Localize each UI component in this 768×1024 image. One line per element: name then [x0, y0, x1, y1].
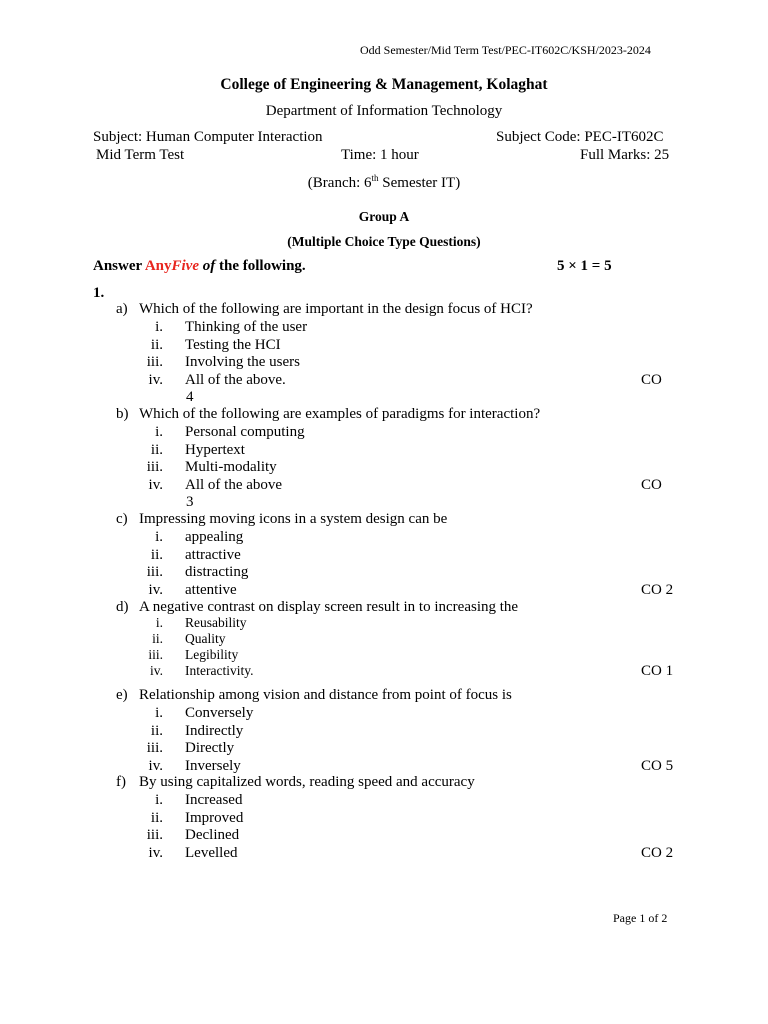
option-row: [0, 740, 768, 758]
question-text: Impressing moving icons in a system design can be: [139, 511, 448, 527]
question-number: 1.: [93, 285, 105, 301]
option-row: [0, 354, 768, 372]
question-text: Which of the following are important in the design focus of HCI?: [139, 301, 533, 317]
option-text: Personal computing: [185, 424, 305, 440]
option-number: ii.: [150, 722, 163, 739]
option-text: appealing: [185, 529, 244, 545]
question-letter: d): [116, 599, 129, 615]
option-row: [0, 758, 768, 776]
option-number: i.: [155, 319, 163, 335]
instruction-any: Any: [144, 258, 172, 274]
test-name: Mid Term Test: [96, 147, 185, 163]
option-text: Improved: [185, 809, 244, 826]
option-row: [0, 424, 768, 442]
question-letter: a): [116, 301, 128, 317]
option-text: All of the above: [185, 476, 283, 493]
option-row: [0, 792, 768, 810]
option-row: [0, 459, 768, 477]
branch-superscript: th: [371, 173, 379, 183]
instruction-of: of: [199, 258, 216, 274]
option-text: Legibility: [185, 647, 239, 662]
option-row: [0, 827, 768, 845]
option-text: Indirectly: [185, 722, 244, 739]
option-text: distracting: [185, 564, 249, 580]
subject-code: Subject Code: PEC-IT602C: [496, 129, 664, 145]
group-title: Group A: [358, 209, 410, 224]
question-text: By using capitalized words, reading speed and accuracy: [139, 774, 475, 790]
option-text: Reusability: [185, 615, 247, 630]
question-letter: f): [116, 774, 126, 790]
option-text: attractive: [185, 546, 241, 563]
option-text: All of the above.: [185, 371, 286, 388]
option-row: [0, 663, 768, 681]
college-name: College of Engineering & Management, Kolaghat: [220, 76, 548, 93]
option-row: [0, 723, 768, 741]
course-outcome: CO 2: [641, 844, 674, 861]
instruction-five: Five: [171, 258, 199, 274]
option-number: iv.: [150, 663, 163, 678]
marks-distribution: 5 × 1 = 5: [557, 258, 612, 274]
branch-line: [0, 173, 768, 192]
option-text: Thinking of the user: [185, 319, 308, 335]
option-row: [0, 547, 768, 565]
option-row: [0, 337, 768, 355]
option-row: [0, 810, 768, 828]
option-row: [0, 319, 768, 337]
instruction-post: the following.: [215, 258, 306, 274]
option-text: Testing the HCI: [185, 336, 281, 353]
option-number: ii.: [150, 546, 163, 563]
course-outcome: CO 5: [641, 757, 674, 774]
course-outcome-wrap: 4: [186, 388, 194, 405]
branch-prefix: (Branch: 6: [307, 175, 372, 191]
option-number: iv.: [148, 371, 163, 388]
option-text: Interactivity.: [185, 663, 254, 678]
group-subtitle: (Multiple Choice Type Questions): [287, 234, 481, 249]
option-number: iii.: [146, 354, 163, 370]
course-outcome: CO: [641, 371, 662, 388]
instruction: [93, 258, 306, 275]
option-number: iv.: [148, 844, 163, 861]
option-row: [0, 529, 768, 547]
course-outcome: CO: [641, 476, 662, 493]
option-number: ii.: [152, 631, 163, 646]
option-number: iii.: [146, 564, 163, 580]
option-number: ii.: [150, 441, 163, 458]
option-number: i.: [155, 424, 163, 440]
option-number: iii.: [148, 647, 163, 662]
option-row: [0, 442, 768, 460]
course-outcome: CO 2: [641, 581, 674, 598]
option-number: iv.: [148, 476, 163, 493]
option-row: [0, 564, 768, 582]
option-text: Multi-modality: [185, 459, 277, 475]
option-row: [0, 582, 768, 600]
option-number: i.: [155, 615, 163, 630]
course-outcome: CO 1: [641, 663, 674, 679]
time-allowed: Time: 1 hour: [341, 147, 419, 163]
option-number: i.: [155, 705, 163, 721]
option-text: Inversely: [185, 757, 241, 774]
page-footer: Page 1 of 2: [613, 911, 668, 925]
option-number: i.: [155, 529, 163, 545]
option-text: Declined: [185, 827, 240, 843]
question-text: Which of the following are examples of paradigms for interaction?: [139, 406, 541, 422]
department-name: Department of Information Technology: [265, 103, 503, 119]
option-number: iv.: [148, 581, 163, 598]
header-reference: Odd Semester/Mid Term Test/PEC-IT602C/KSH/2023-2024: [360, 43, 651, 57]
option-text: Levelled: [185, 844, 238, 861]
option-number: ii.: [150, 336, 163, 353]
option-row: [0, 705, 768, 723]
option-number: iv.: [148, 757, 163, 774]
option-number: iii.: [146, 740, 163, 756]
instruction-pre: Answer: [93, 258, 145, 274]
option-text: Hypertext: [185, 441, 245, 458]
question-text: Relationship among vision and distance from point of focus is: [139, 687, 512, 703]
course-outcome-wrap: 3: [186, 493, 194, 510]
option-row: [0, 371, 768, 405]
option-row: [0, 845, 768, 863]
full-marks: Full Marks: 25: [580, 147, 670, 163]
option-text: Directly: [185, 740, 235, 756]
option-text: Increased: [185, 792, 243, 808]
question-letter: c): [116, 511, 128, 527]
option-number: ii.: [150, 809, 163, 826]
option-number: i.: [155, 792, 163, 808]
question-letter: e): [116, 687, 128, 703]
option-text: Involving the users: [185, 354, 300, 370]
option-text: Conversely: [185, 705, 254, 721]
question-text: A negative contrast on display screen result in to increasing the: [139, 599, 519, 615]
option-text: Quality: [185, 631, 226, 646]
option-number: iii.: [146, 459, 163, 475]
option-number: iii.: [146, 827, 163, 843]
option-row: [0, 476, 768, 510]
branch-suffix: Semester IT): [378, 175, 461, 191]
option-text: attentive: [185, 581, 237, 598]
question-letter: b): [116, 406, 129, 422]
subject-name: Subject: Human Computer Interaction: [93, 129, 323, 145]
